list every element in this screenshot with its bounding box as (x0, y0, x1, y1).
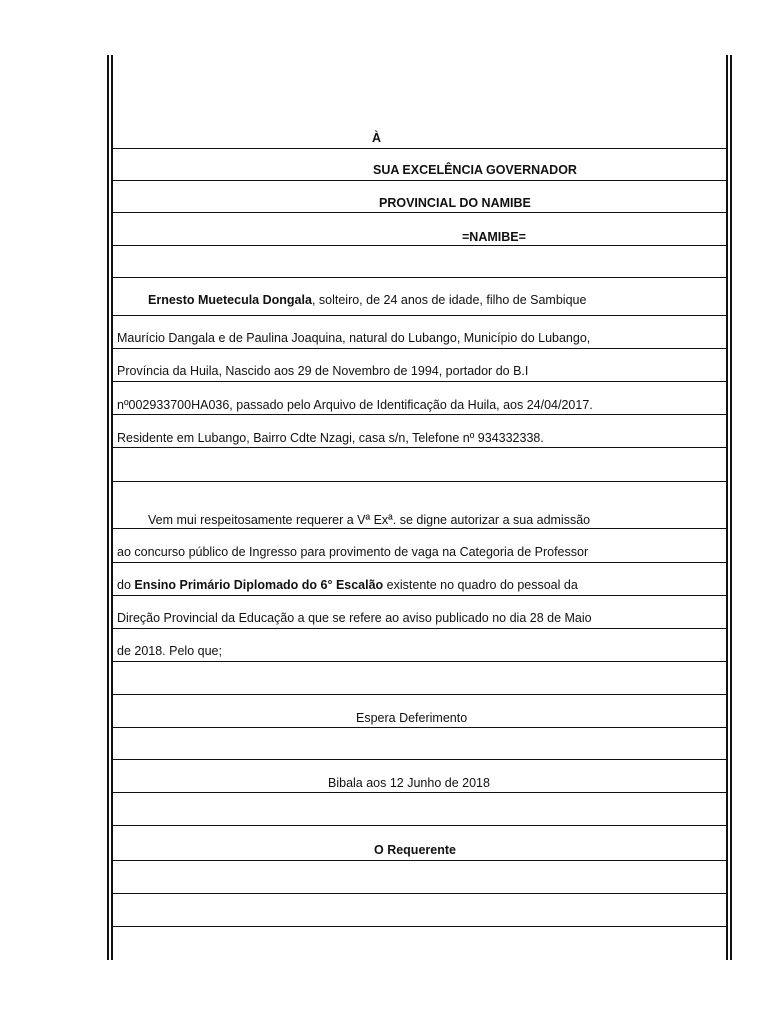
rule-line (112, 727, 726, 728)
addressee-line-2: PROVINCIAL DO NAMIBE (379, 196, 531, 210)
closing-signature: O Requerente (374, 843, 456, 857)
rule-line (112, 180, 726, 181)
para1-line-2: Maurício Dangala e de Paulina Joaquina, natural do Lubango, Município do Lubango, (117, 331, 591, 345)
rule-line (112, 348, 726, 349)
para1-line-4: nº002933700HA036, passado pelo Arquivo de Identificação da Huila, aos 24/04/2017. (117, 398, 593, 412)
rule-line (112, 245, 726, 246)
rule-line (112, 481, 726, 482)
rule-line (112, 792, 726, 793)
closing-espera: Espera Deferimento (356, 711, 468, 725)
applicant-name: Ernesto Muetecula Dongala (148, 293, 312, 307)
right-border-inner (726, 55, 728, 960)
rule-line (112, 381, 726, 382)
para2-line-5: de 2018. Pelo que; (117, 644, 222, 658)
para2-line-1: Vem mui respeitosamente requerer a Vª Exª. se digne autorizar a sua admissão (148, 513, 591, 527)
rule-line (112, 893, 726, 894)
closing-place-date: Bibala aos 12 Junho de 2018 (328, 776, 490, 790)
rule-line (112, 562, 726, 563)
para2-line-3 (117, 577, 578, 593)
para2-line-2: ao concurso público de Ingresso para provimento de vaga na Categoria de Professor (117, 545, 589, 559)
rule-line (112, 759, 726, 760)
rule-line (112, 148, 726, 149)
para2-line-3-post: existente no quadro do pessoal da (383, 578, 578, 592)
rule-line (112, 414, 726, 415)
rule-line (112, 447, 726, 448)
rule-line (112, 277, 726, 278)
para2-line-3-pre: do (117, 578, 135, 592)
rule-line (112, 595, 726, 596)
rule-line (112, 528, 726, 529)
addressee-line-1: SUA EXCELÊNCIA GOVERNADOR (373, 163, 577, 177)
rule-line (112, 212, 726, 213)
rule-line (112, 661, 726, 662)
para1-line-5: Residente em Lubango, Bairro Cdte Nzagi, casa s/n, Telefone nº 934332338. (117, 431, 544, 445)
rule-line (112, 926, 726, 927)
para1-line-1-rest: , solteiro, de 24 anos de idade, filho de Sambique (311, 293, 587, 307)
rule-line (112, 315, 726, 316)
category-name: Ensino Primário Diplomado do 6° Escalão (134, 578, 384, 592)
addressee-line-3: =NAMIBE= (462, 230, 526, 244)
para2-line-4: Direção Provincial da Educação a que se refere ao aviso publicado no dia 28 de Maio (117, 611, 592, 625)
rule-line (112, 694, 726, 695)
addressee-to: À (372, 131, 382, 145)
para1-line-3: Província da Huila, Nascido aos 29 de Novembro de 1994, portador do B.I (117, 364, 529, 378)
rule-line (112, 860, 726, 861)
right-border-outer (730, 55, 732, 960)
para1-line-1 (148, 292, 586, 308)
rule-line (112, 628, 726, 629)
left-border-outer (107, 55, 109, 960)
rule-line (112, 825, 726, 826)
